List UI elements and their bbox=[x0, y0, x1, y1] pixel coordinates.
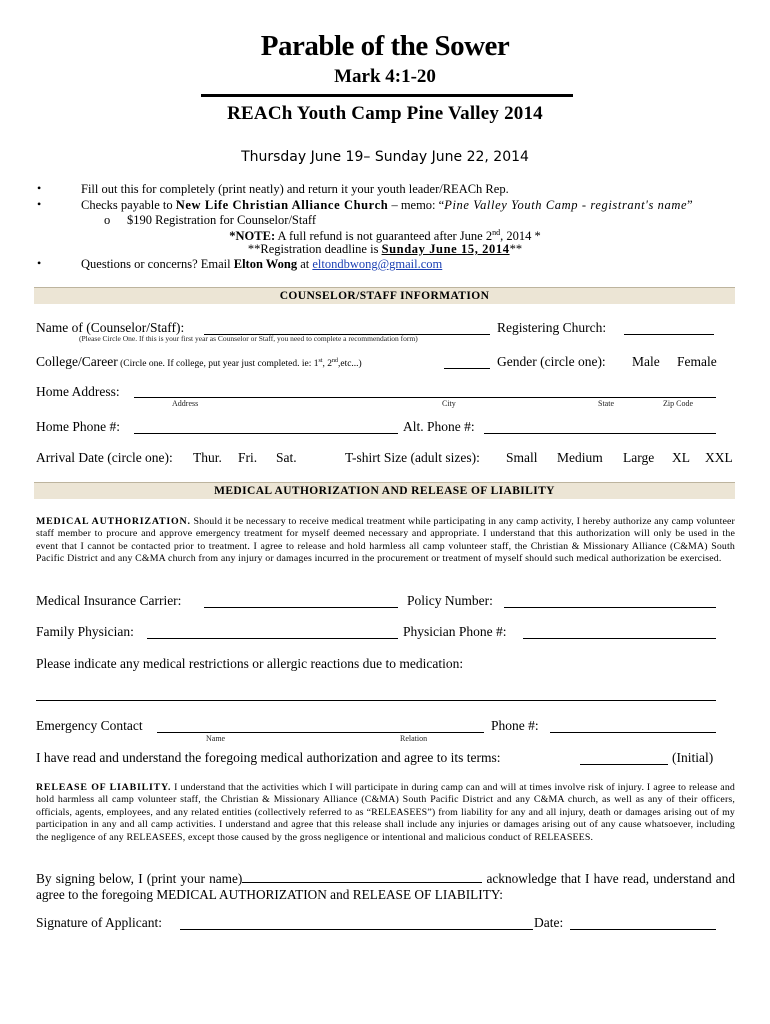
family-physician-label: Family Physician: bbox=[36, 624, 134, 639]
arrival-date-label: Arrival Date (circle one): bbox=[36, 450, 173, 465]
bullet-icon: • bbox=[37, 256, 42, 270]
policy-number-field[interactable] bbox=[504, 607, 716, 608]
zip-code-sublabel: Zip Code bbox=[663, 399, 693, 408]
signing-statement: By signing below, I (print your name) acknowledge that I have read, understand and agree to the foregoing MEDICAL AUTHORIZATION and RELEASE OF LIABILITY: bbox=[36, 871, 735, 902]
college-career-label: College/Career (Circle one. If college, put year just completed. ie: 1st, 2nd,etc...) bbox=[36, 354, 362, 369]
church-field[interactable] bbox=[624, 334, 714, 335]
bullet-icon: • bbox=[37, 181, 42, 195]
tshirt-option-small[interactable]: Small bbox=[506, 450, 538, 465]
medical-section-heading: MEDICAL AUTHORIZATION AND RELEASE OF LIABILITY bbox=[34, 482, 735, 499]
tshirt-option-xl[interactable]: XL bbox=[672, 450, 690, 465]
address-sublabel: Address bbox=[172, 399, 199, 408]
release-of-liability-title: RELEASE OF LIABILITY. bbox=[36, 782, 172, 793]
policy-number-label: Policy Number: bbox=[407, 593, 493, 608]
physician-phone-field[interactable] bbox=[523, 638, 716, 639]
tshirt-option-xxl[interactable]: XXL bbox=[705, 450, 733, 465]
arrival-option-thur[interactable]: Thur. bbox=[193, 450, 222, 465]
print-name-field[interactable] bbox=[242, 870, 482, 883]
insurance-carrier-field[interactable] bbox=[204, 607, 398, 608]
page-title: Parable of the Sower bbox=[260, 30, 510, 62]
emergency-contact-field[interactable] bbox=[157, 732, 484, 733]
alt-phone-label: Alt. Phone #: bbox=[403, 419, 475, 434]
instruction-checks: Checks payable to New Life Christian Alliance Church – memo: “Pine Valley Youth Camp - registrant's name” bbox=[81, 198, 693, 212]
emergency-relation-sublabel: Relation bbox=[400, 734, 428, 743]
tshirt-size-label: T-shirt Size (adult sizes): bbox=[345, 450, 480, 465]
emergency-phone-label: Phone #: bbox=[491, 718, 539, 733]
gender-option-male[interactable]: Male bbox=[632, 354, 660, 369]
medical-restrictions-label: Please indicate any medical restrictions or allergic reactions due to medication: bbox=[36, 656, 464, 671]
initial-label: (Initial) bbox=[672, 750, 714, 765]
family-physician-field[interactable] bbox=[147, 638, 398, 639]
counselor-name-hint: (Please Circle One. If this is your first year as Counselor or Staff, you need to complete a recommendation form) bbox=[79, 334, 418, 343]
alt-phone-field[interactable] bbox=[484, 433, 716, 434]
date-field[interactable] bbox=[570, 929, 716, 930]
date-label: Date: bbox=[534, 915, 564, 930]
arrival-option-fri[interactable]: Fri. bbox=[238, 450, 258, 465]
contact-name: Elton Wong bbox=[233, 257, 298, 271]
medical-restrictions-field[interactable] bbox=[36, 700, 716, 701]
insurance-carrier-label: Medical Insurance Carrier: bbox=[36, 593, 182, 608]
release-of-liability-paragraph: RELEASE OF LIABILITY. I understand that the activities which I will participate in during camp can and will at times involve risk of injury. I agree to release and hold harmless all camp volunteer staff, the Christian & Missionary Alliance (C&MA) South Pacific District and any C&MA church, as well as any of their officers, officials, agents, employees, and any related entities (collectively referred to as “RELEASEES”) from liability for any and all injury, death or damages arising out of my participation in any and all camp activities. I understand and agree that this release shall include any injuries or damages arising out of any cause whatsoever, including the negligence of any RELEASEES, except those caused by the gross negligence or intentional and malicious conduct of RELEASEES. bbox=[36, 782, 735, 843]
refund-note: *NOTE: A full refund is not guaranteed after June 2nd, 2014 * bbox=[229, 228, 541, 244]
medical-authorization-title: MEDICAL AUTHORIZATION. bbox=[36, 516, 191, 527]
registration-fee: $190 Registration for Counselor/Staff bbox=[127, 213, 316, 227]
state-sublabel: State bbox=[598, 399, 614, 408]
registration-deadline: **Registration deadline is Sunday June 15, 2014** bbox=[247, 242, 523, 256]
arrival-option-sat[interactable]: Sat. bbox=[276, 450, 297, 465]
college-career-hint: (Circle one. If college, put year just completed. ie: 1st, 2nd,etc...) bbox=[117, 357, 362, 369]
city-sublabel: City bbox=[442, 399, 456, 408]
gender-option-female[interactable]: Female bbox=[677, 354, 717, 369]
deadline-date: Sunday June 15, 2014 bbox=[381, 242, 510, 256]
tshirt-option-large[interactable]: Large bbox=[623, 450, 655, 465]
memo-text: Pine Valley Youth Camp - registrant's name bbox=[444, 198, 688, 212]
home-address-label: Home Address: bbox=[36, 384, 120, 399]
physician-phone-label: Physician Phone #: bbox=[403, 624, 507, 639]
tshirt-option-medium[interactable]: Medium bbox=[557, 450, 603, 465]
home-phone-field[interactable] bbox=[134, 433, 398, 434]
instruction-questions: Questions or concerns? Email Elton Wong at eltondbwong@gmail.com bbox=[81, 257, 443, 271]
title-divider bbox=[201, 94, 573, 97]
contact-email-link[interactable]: eltondbwong@gmail.com bbox=[312, 257, 443, 271]
scripture-reference: Mark 4:1-20 bbox=[334, 66, 436, 87]
emergency-name-sublabel: Name bbox=[206, 734, 226, 743]
emergency-contact-label: Emergency Contact bbox=[36, 718, 143, 733]
sub-bullet-icon: o bbox=[104, 213, 111, 227]
camp-dates: Thursday June 19– Sunday June 22, 2014 bbox=[241, 149, 529, 165]
home-address-field[interactable] bbox=[134, 397, 716, 398]
initial-field[interactable] bbox=[580, 764, 668, 765]
bullet-icon: • bbox=[37, 197, 42, 211]
camp-title: REACh Youth Camp Pine Valley 2014 bbox=[227, 103, 543, 124]
emergency-phone-field[interactable] bbox=[550, 732, 716, 733]
medical-authorization-paragraph: MEDICAL AUTHORIZATION. Should it be necessary to receive medical treatment while participating in any camp activity, I hereby authorize any camp volunteer staff member to procure and approve emergency treatment for myself deemed necessary and appropriate. I understand that this authorization will only be used in the event that I cannot be contacted prior to treatment. I agree to release and hold harmless all camp volunteer staff, the Christian & Missionary Alliance (C&MA) South Pacific District and any C&MA church from any injury or damages incurred in the procurement or treatment of myself should such medical authorization be exercised. bbox=[36, 516, 735, 565]
gender-label: Gender (circle one): bbox=[497, 354, 606, 369]
instruction-fill-out: Fill out this for completely (print neatly) and return it your youth leader/REACh Rep. bbox=[81, 182, 509, 196]
acknowledgment-label: I have read and understand the foregoing medical authorization and agree to its terms: bbox=[36, 750, 501, 765]
counselor-section-heading: COUNSELOR/STAFF INFORMATION bbox=[34, 287, 735, 304]
payee-name: New Life Christian Alliance Church bbox=[175, 198, 389, 212]
home-phone-label: Home Phone #: bbox=[36, 419, 120, 434]
signature-label: Signature of Applicant: bbox=[36, 915, 162, 930]
church-label: Registering Church: bbox=[497, 320, 607, 335]
signature-field[interactable] bbox=[180, 929, 533, 930]
college-year-field[interactable] bbox=[444, 368, 490, 369]
counselor-name-label: Name of (Counselor/Staff): bbox=[36, 320, 185, 335]
